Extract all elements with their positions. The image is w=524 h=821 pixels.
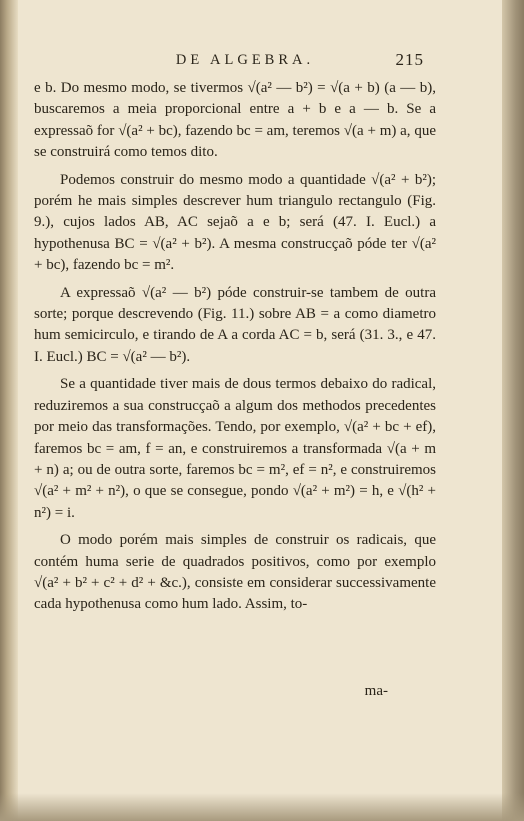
paragraph: O modo porém mais simples de construir os radicais, que contém huma serie de quadrados positivos, como por exemplo √(a² + b² + c² + d² + &c.), consiste em considerar successivamente cada hypothenusa como hum lado. Assim, to- <box>34 532 436 613</box>
paragraph: A expressaõ √(a² — b²) póde construir-se tambem de outra sorte; porque descrevendo (Fig. 11.) sobre AB = a como diametro hum semicirculo, e tirando de A a corda AC = b, será (31. 3., e 47. I. Eucl.) BC = √(a² — b²). <box>34 284 436 365</box>
page-edge <box>502 0 524 821</box>
paragraph: e b. Do mesmo modo, se tivermos √(a² — b²) = √(a + b) (a — b), buscaremos a meia proporcional entre a + b e a — b. Se a expressaõ for √(a² + bc), fazendo bc = am, teremos √(a + m) a, que se construirá como temos dito. <box>34 80 436 161</box>
running-title: DE ALGEBRA. <box>175 52 315 68</box>
catchword: ma- <box>364 683 388 699</box>
gutter-shadow <box>0 0 18 821</box>
paragraph: Se a quantidade tiver mais de dous termos debaixo do radical, reduziremos a sua construcçaõ a algum dos methodos precedentes por meio das transformações. Tendo, por exemplo, √(a² + bc + ef), faremos bc = am, f = an, e construiremos a transformada √(a + m + n) a; ou de outra sorte, faremos bc = m², ef = n², e construiremos √(a² + m² + n²), o que se consegue, pondo √(a² + m²) = h, e √(h² + n²) = i. <box>34 376 436 521</box>
paragraph: Podemos construir do mesmo modo a quantidade √(a² + b²); porém he mais simples descrever hum triangulo rectangulo (Fig. 9.), cujos lados AB, AC sejaõ a e b; será (47. I. Eucl.) a hypothenusa BC = √(a² + b²). A mesma construcçaõ póde ter √(a² + bc), fazendo bc = m². <box>34 171 436 274</box>
page-bottom-edge <box>0 793 524 821</box>
page-number: 215 <box>395 50 424 69</box>
body-text <box>34 78 436 622</box>
